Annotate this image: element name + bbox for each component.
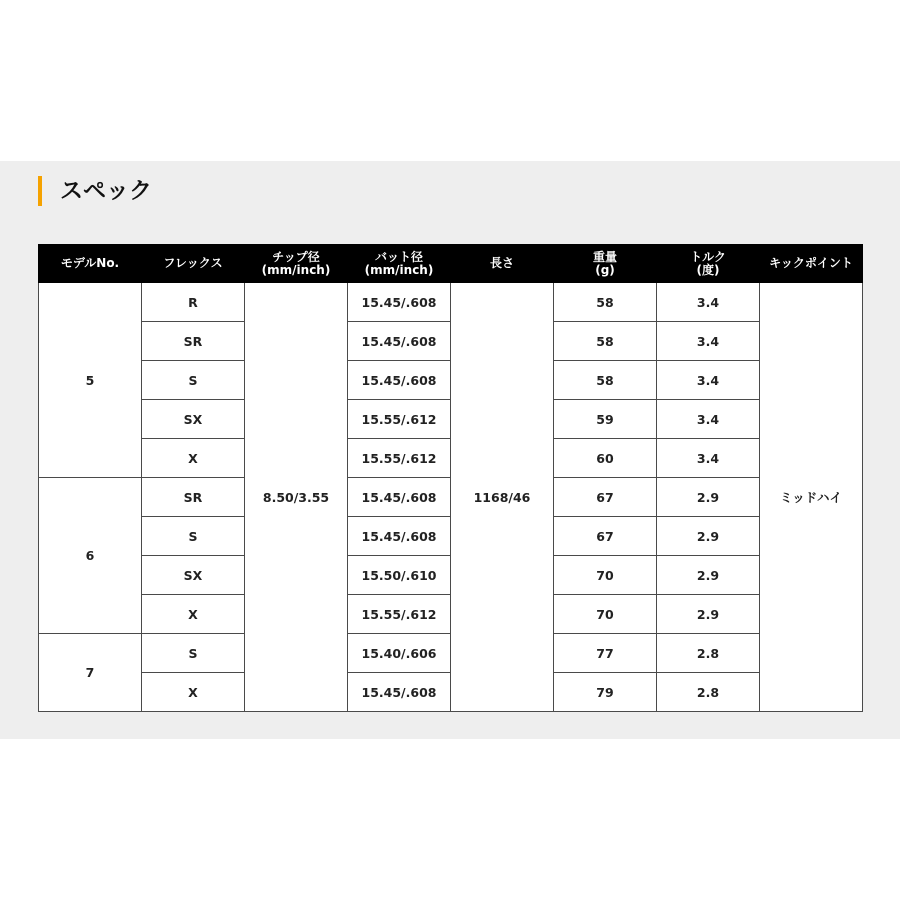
- table-header-row: [39, 245, 863, 283]
- header-flex: フレックス: [142, 245, 245, 283]
- header-model: モデルNo.: [39, 245, 142, 283]
- flex-cell: X: [142, 439, 245, 478]
- torque-cell: 2.9: [657, 478, 760, 517]
- flex-cell: SX: [142, 400, 245, 439]
- butt-diameter-cell: 15.45/.608: [348, 673, 451, 712]
- butt-diameter-cell: 15.55/.612: [348, 439, 451, 478]
- torque-cell: 3.4: [657, 322, 760, 361]
- weight-cell: 58: [554, 361, 657, 400]
- header-tip-diameter: [245, 245, 348, 283]
- length-cell: 1168/46: [451, 283, 554, 712]
- header-butt-diameter: [348, 245, 451, 283]
- torque-cell: 3.4: [657, 361, 760, 400]
- weight-cell: 77: [554, 634, 657, 673]
- header-torque: [657, 245, 760, 283]
- header-torque-line2: (度): [696, 262, 720, 277]
- model-cell: 5: [39, 283, 142, 478]
- butt-diameter-cell: 15.50/.610: [348, 556, 451, 595]
- flex-cell: S: [142, 634, 245, 673]
- header-weight-line1: 重量: [592, 249, 617, 264]
- header-torque-line1: トルク: [690, 249, 726, 264]
- header-length: 長さ: [451, 245, 554, 283]
- model-cell: 6: [39, 478, 142, 634]
- weight-cell: 70: [554, 595, 657, 634]
- butt-diameter-cell: 15.40/.606: [348, 634, 451, 673]
- torque-cell: 2.8: [657, 634, 760, 673]
- torque-cell: 2.8: [657, 673, 760, 712]
- tip-diameter-cell: 8.50/3.55: [245, 283, 348, 712]
- model-cell: 7: [39, 634, 142, 712]
- flex-cell: X: [142, 595, 245, 634]
- header-tip-line1: チップ径: [272, 249, 320, 264]
- weight-cell: 60: [554, 439, 657, 478]
- kick-point-cell: ミッドハイ: [760, 283, 863, 712]
- table-row: [39, 283, 863, 322]
- header-weight: [554, 245, 657, 283]
- spec-table: [38, 244, 863, 712]
- weight-cell: 59: [554, 400, 657, 439]
- section-title: スペック: [38, 176, 152, 206]
- torque-cell: 3.4: [657, 439, 760, 478]
- weight-cell: 79: [554, 673, 657, 712]
- torque-cell: 2.9: [657, 595, 760, 634]
- butt-diameter-cell: 15.45/.608: [348, 361, 451, 400]
- weight-cell: 58: [554, 322, 657, 361]
- weight-cell: 70: [554, 556, 657, 595]
- flex-cell: R: [142, 283, 245, 322]
- flex-cell: SX: [142, 556, 245, 595]
- header-tip-line2: (mm/inch): [261, 262, 331, 277]
- flex-cell: S: [142, 361, 245, 400]
- weight-cell: 67: [554, 478, 657, 517]
- header-butt-line1: バット径: [374, 249, 423, 264]
- torque-cell: 2.9: [657, 517, 760, 556]
- flex-cell: SR: [142, 478, 245, 517]
- butt-diameter-cell: 15.45/.608: [348, 283, 451, 322]
- header-kick-point: キックポイント: [760, 245, 863, 283]
- butt-diameter-cell: 15.55/.612: [348, 595, 451, 634]
- butt-diameter-cell: 15.45/.608: [348, 478, 451, 517]
- butt-diameter-cell: 15.55/.612: [348, 400, 451, 439]
- flex-cell: X: [142, 673, 245, 712]
- flex-cell: SR: [142, 322, 245, 361]
- weight-cell: 67: [554, 517, 657, 556]
- header-butt-line2: (mm/inch): [364, 262, 434, 277]
- weight-cell: 58: [554, 283, 657, 322]
- torque-cell: 3.4: [657, 400, 760, 439]
- butt-diameter-cell: 15.45/.608: [348, 322, 451, 361]
- butt-diameter-cell: 15.45/.608: [348, 517, 451, 556]
- flex-cell: S: [142, 517, 245, 556]
- torque-cell: 3.4: [657, 283, 760, 322]
- header-weight-line2: (g): [595, 262, 615, 277]
- torque-cell: 2.9: [657, 556, 760, 595]
